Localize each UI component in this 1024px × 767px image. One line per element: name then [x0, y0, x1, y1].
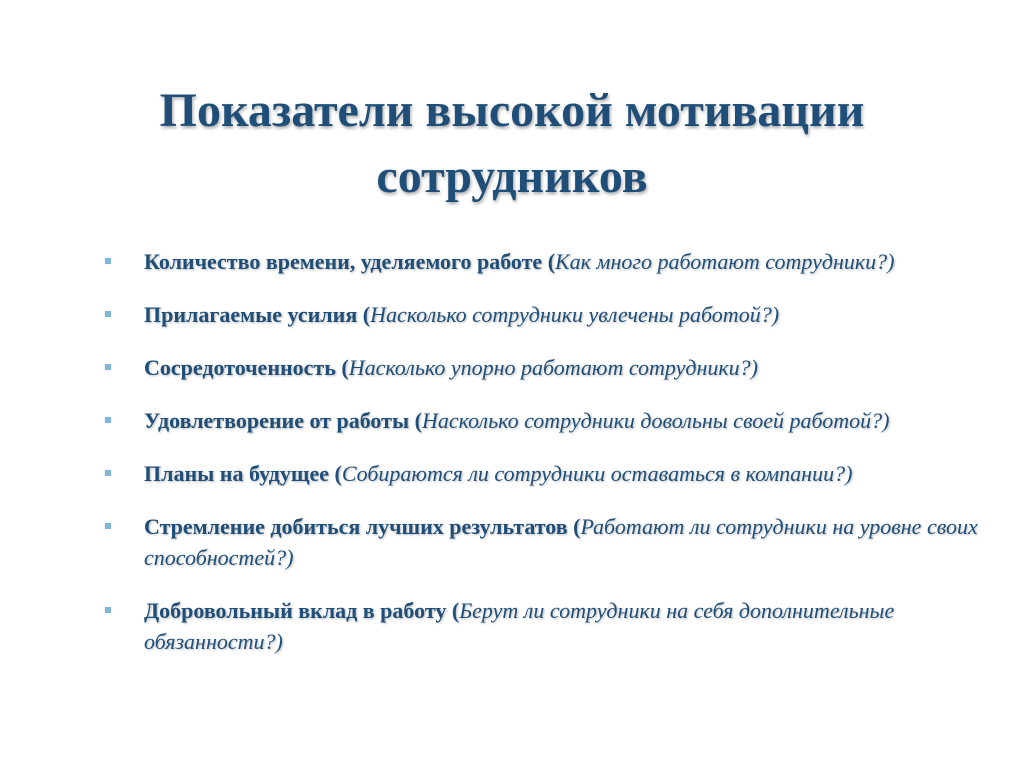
square-bullet-icon — [105, 417, 111, 423]
square-bullet-icon — [105, 470, 111, 476]
square-bullet-icon — [105, 607, 111, 613]
bullet-item-effort — [104, 299, 994, 330]
bullet-lead-text: Сосредоточенность ( — [144, 355, 349, 380]
bullet-item-job-satisfaction — [104, 405, 994, 436]
slide-title — [0, 78, 1024, 210]
square-bullet-icon — [105, 364, 111, 370]
bullet-question-text: Насколько сотрудники увлечены работой?) — [370, 302, 780, 327]
bullet-item-time-spent — [104, 246, 994, 277]
bullet-question-text: Как много работают сотрудники?) — [555, 249, 895, 274]
square-bullet-icon — [105, 258, 111, 264]
bullet-lead-text: Планы на будущее ( — [144, 461, 342, 486]
bullet-lead-text: Прилагаемые усилия ( — [144, 302, 371, 327]
square-bullet-icon — [105, 523, 111, 529]
bullet-question-text: Работают ли сотрудники на уровне своих способностей?) — [144, 514, 978, 570]
bullet-question-text: Насколько сотрудники довольны своей работой?) — [421, 408, 890, 433]
bullet-item-voluntary-contribution — [104, 595, 994, 657]
square-bullet-icon — [105, 311, 111, 317]
bullet-lead-text: Добровольный вклад в работу ( — [144, 598, 460, 623]
bullet-question-text: Насколько упорно работают сотрудники?) — [348, 355, 759, 380]
bullet-item-focus — [104, 352, 994, 383]
slide-title-line-2: сотрудников — [376, 150, 648, 203]
bullet-question-text: Собираются ли сотрудники оставаться в компании?) — [341, 461, 853, 486]
bullet-lead-text: Удовлетворение от работы ( — [144, 408, 422, 433]
bullet-list — [104, 246, 994, 679]
bullet-lead-text: Стремление добиться лучших результатов ( — [144, 514, 581, 539]
bullet-item-future-plans — [104, 458, 994, 489]
bullet-item-striving-for-results — [104, 511, 994, 573]
bullet-question-text: Берут ли сотрудники на себя дополнительные обязанности?) — [144, 598, 895, 654]
slide-title-line-1: Показатели высокой мотивации — [159, 84, 865, 137]
bullet-lead-text: Количество времени, уделяемого работе ( — [144, 249, 556, 274]
